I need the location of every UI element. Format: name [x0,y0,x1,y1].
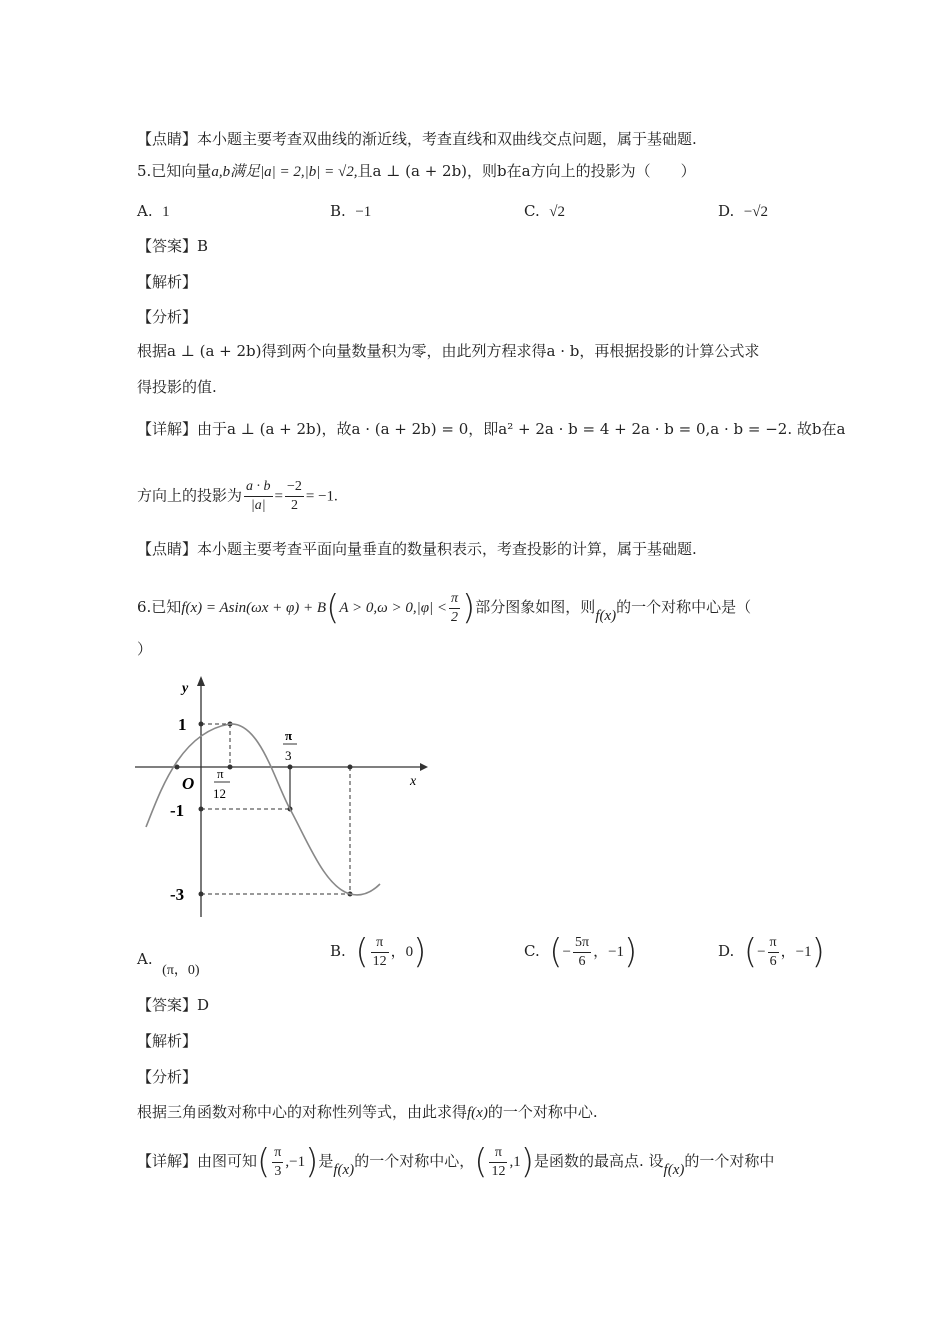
q5-option-a [137,200,170,223]
q6-option-a [137,948,200,978]
q5-value-fraction [285,478,304,515]
q5-stem [137,160,696,183]
q6-detail-mid2: 的一个对称中心， [354,1152,475,1170]
fraction-numerator: π [272,1144,283,1163]
option-label: B. [330,202,346,220]
q5-option-b [330,200,371,223]
q6-stem: 6.已知f(x) = Asin(ωx + φ) + B(A > 0,ω > 0,|φ| < $\frac{\pi}{2}$ )部分图象如图，则f(x)的一个对称中心是（ [137,588,752,628]
q6-stem-close: ） [137,640,153,658]
option-neg: − [562,944,571,960]
option-fraction [371,934,389,971]
option-label: B. [330,942,346,960]
option-value: −1 [355,204,372,220]
q6-stem-pre: 6.已知 [137,598,182,616]
q6-condition-fraction [449,590,460,627]
option-label: D. [718,202,735,220]
option-rest: ，−1 [780,944,812,960]
y-axis-arrow [197,676,205,686]
x-tick-pi12-num: π [217,766,224,781]
q5-option-c [524,200,565,223]
option-neg: − [757,944,766,960]
fraction-numerator: 5π [573,934,591,953]
q6-detail-mid1: 是 [318,1152,334,1170]
option-label: A. [137,202,153,220]
fraction-denominator: 2 [290,498,298,513]
x-tick-pi3-den: 3 [285,748,292,763]
fraction-denominator: 6 [578,953,586,969]
fraction-numerator: π [449,590,460,609]
x-tick-pi12-den: 12 [213,786,226,801]
q6-detail: 【详解】由图可知( $\frac{\pi}{3}$ ,−1)是f(x)的一个对称中心，( $\frac{\pi}{12}$ ,1)是函数的最高点. 设f(x)的一个对称中 [137,1142,775,1182]
q5-projection-fraction [244,478,273,515]
q6-option-d: D. (− $\frac{\pi}{6}$ ，−1) [718,932,825,972]
q6-option-c: C. (− $\frac{5\pi}{6}$ ，−1) [524,932,638,972]
option-value: −√2 [743,204,769,220]
fraction-numerator: π [371,934,389,953]
q6-analysis-fx: f(x) [467,1105,488,1121]
fraction-denominator: 12 [491,1163,506,1179]
q5-fenxi: 【分析】 [137,308,198,326]
q6-detail-pre: 【详解】由图可知 [137,1152,258,1170]
fraction-denominator: 2 [451,609,459,625]
q5-analysis-2: 得投影的值. [137,378,217,396]
q6-detail-fx2: f(x) [663,1162,685,1178]
point-rest: ,1 [509,1154,521,1170]
option-rest: ，−1 [593,944,625,960]
q6-option-b: B. ( $\frac{\pi}{12}$ ，0) [330,932,427,972]
q6-fenxi: 【分析】 [137,1068,198,1086]
q5-analysis-1: 根据a ⊥ (a + 2b)得到两个向量数量积为零，由此列方程求得a · b，再根据投影的计算公式求 [137,342,760,360]
point-fraction [272,1144,283,1181]
x-axis-arrow [420,763,428,771]
option-rest: ，0 [390,944,414,960]
q6-function: f(x) = Asin(ωx + φ) + B [181,600,327,616]
y-tick-1: 1 [178,715,187,734]
q5-tip: 【点睛】本小题主要考查平面向量垂直的数量积表示，考查投影的计算，属于基础题. [137,540,697,558]
q4-tip: 【点睛】本小题主要考查双曲线的渐近线，考查直线和双曲线交点问题，属于基础题. [137,130,697,148]
equals-sign: = [274,488,283,505]
y-tick-neg1: -1 [170,801,185,820]
option-value: (π，0) [162,963,200,978]
fraction-denominator: 6 [769,953,777,969]
fraction-denominator: 12 [372,953,387,969]
option-label: D. [718,942,735,960]
fraction-denominator: 3 [274,1163,282,1179]
origin-label: O [182,774,195,793]
fraction-numerator: a · b [244,478,273,497]
q5-result: = −1. [305,488,338,505]
option-value: √2 [549,204,565,220]
q6-condition: A > 0,ω > 0,|φ| < [339,600,448,616]
q6-detail-fx: f(x) [333,1162,355,1178]
q6-answer: 【答案】D [137,996,210,1014]
q5-detail-1: 【详解】由于a ⊥ (a + 2b)，故a · (a + 2b) = 0，即a² + 2a · b = 4 + 2a · b = 0,a · b = −2. 故b在a [137,420,846,438]
fraction-denominator: |a| [250,498,266,513]
q6-analysis-end: 的一个对称中心. [487,1103,598,1121]
q5-option-d [718,200,768,223]
q6-fx: f(x) [595,608,617,624]
option-label: C. [524,942,540,960]
option-value: 1 [162,204,170,220]
q6-stem-end: 的一个对称中心是（ [616,598,752,616]
q5-detail-2-pre: 方向上的投影为 [137,486,243,505]
q5-stem-ab: a,b [211,164,231,180]
fraction-numerator: −2 [285,478,304,497]
option-label: A. [137,950,153,968]
q6-stem-post: 部分图象如图，则 [475,598,596,616]
x-tick-pi3-num: π [285,728,293,743]
q6-detail-end: 的一个对称中 [684,1152,775,1170]
q5-jiexi: 【解析】 [137,273,198,291]
q6-analysis-text: 根据三角函数对称中心的对称性列等式，由此求得 [137,1103,468,1121]
q5-stem-pre: 5.已知向量 [137,162,212,180]
q5-answer: 【答案】B [137,237,209,255]
q6-jiexi: 【解析】 [137,1032,198,1050]
fraction-numerator: π [489,1144,507,1163]
option-label: C. [524,202,540,220]
q5-detail-2 [137,478,338,515]
fraction-numerator: π [768,934,779,953]
q5-stem-mid: 满足|a| = 2,|b| = √2, [230,164,358,180]
q6-analysis [137,1101,598,1124]
x-axis-label: x [410,774,417,789]
option-fraction [768,934,779,971]
q5-stem-cond: 且a ⊥ (a + 2b)，则b在a方向上的投影为（ ） [357,162,696,180]
q6-function-graph [130,672,430,922]
point-fraction [489,1144,507,1181]
q6-detail-mid3: 是函数的最高点. 设 [533,1152,664,1170]
y-tick-neg3: -3 [170,885,185,904]
option-fraction [573,934,591,971]
point-rest: ,−1 [285,1154,306,1170]
y-axis-label: y [182,681,189,696]
